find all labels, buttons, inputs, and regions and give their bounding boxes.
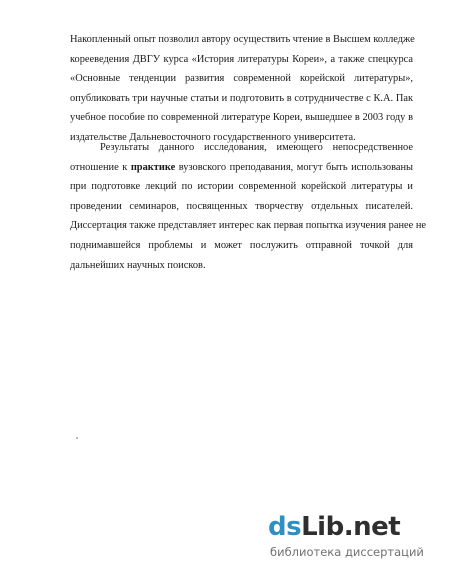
logo-net: .net bbox=[343, 512, 401, 542]
text-line: Диссертация также представляет интерес как первая попытка изучения ранее не bbox=[70, 220, 427, 232]
logo-lib: Lib bbox=[301, 512, 344, 542]
text-line: поднимавшейся проблемы и может послужить отправной точкой для bbox=[70, 239, 413, 251]
dslib-watermark bbox=[268, 512, 438, 572]
text-line: «Основные тенденции развития современной корейской литературы», bbox=[70, 73, 413, 85]
text-line-with-bold bbox=[70, 158, 413, 178]
text-line: учебное пособие по современной литературе Кореи, вышедшее в 2003 году в bbox=[70, 112, 413, 124]
text-line: дальнейших научных поисков. bbox=[70, 259, 206, 271]
text-line: издательстве Дальневосточного государственного университета. bbox=[70, 131, 356, 143]
text-fragment: вузовского преподавания, могут быть использованы bbox=[175, 161, 413, 173]
watermark-logo bbox=[268, 512, 400, 542]
watermark-subtitle: библиотека диссертаций bbox=[270, 545, 424, 559]
text-line: при подготовке лекций по истории современной корейской литературы и bbox=[70, 181, 413, 193]
paragraph-results bbox=[70, 138, 427, 275]
scan-speck bbox=[76, 437, 78, 439]
text-line: корееведения ДВГУ курса «История литературы Кореи», а также спецкурса bbox=[70, 53, 413, 65]
text-line: Результаты данного исследования, имеющего непосредственное bbox=[100, 142, 413, 153]
bold-term-practice: практике bbox=[130, 161, 176, 173]
paragraph-experience bbox=[70, 30, 413, 148]
text-line: проведении семинаров, посвященных творчеству отдельных писателей. bbox=[70, 200, 413, 212]
logo-ds: ds bbox=[268, 512, 302, 542]
text-fragment: отношение к bbox=[70, 161, 131, 173]
text-line: Накопленный опыт позволил автору осуществить чтение в Высшем колледже bbox=[70, 34, 415, 45]
text-line: опубликовать три научные статьи и подготовить в сотрудничестве с К.А. Пак bbox=[70, 92, 413, 104]
